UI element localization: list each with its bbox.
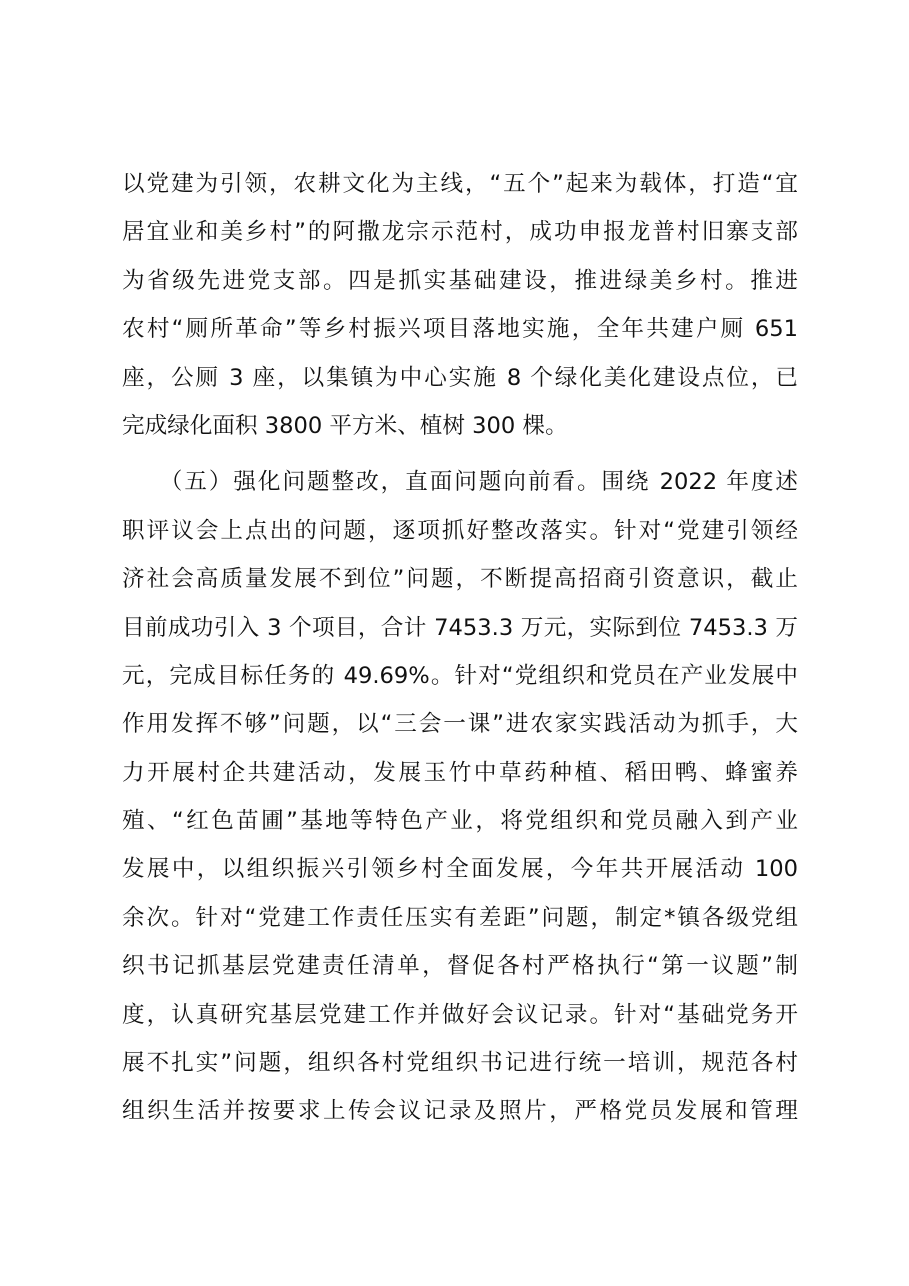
text-line: 座，公厕 3 座，以集镇为中心实施 8 个绿化美化建设点位，已 [122,364,798,391]
text-line: 组织生活并按要求上传会议记录及照片，严格党员发展和管理 [122,1098,798,1125]
text-line: 居宜业和美乡村”的阿撒龙宗示范村，成功申报龙普村旧寨支部 [122,219,798,246]
paragraph-2 [122,458,798,1135]
text-line: 织书记抓基层党建责任清单，督促各村严格执行“第一议题”制 [122,953,798,980]
text-line: 完成绿化面积 3800 平方米、植树 300 棵。 [122,412,568,439]
paragraph-1 [122,160,798,450]
text-line: 度，认真研究基层党建工作并做好会议记录。针对“基础党务开 [122,1001,798,1028]
text-line: 农村“厕所革命”等乡村振兴项目落地实施，全年共建户厕 651 [122,316,798,343]
text-line: 元，完成目标任务的 49.69%。针对“党组织和党员在产业发展中 [122,662,798,689]
text-line: 目前成功引入 3 个项目，合计 7453.3 万元，实际到位 7453.3 万 [122,614,798,641]
text-line: （五）强化问题整改，直面问题向前看。围绕 2022 年度述 [122,469,798,496]
text-line: 作用发挥不够”问题，以“三会一课”进农家实践活动为抓手，大 [122,711,798,738]
text-line: 力开展村企共建活动，发展玉竹中草药种植、稻田鸭、蜂蜜养 [122,759,798,786]
text-line: 殖、“红色苗圃”基地等特色产业，将党组织和党员融入到产业 [122,808,798,835]
paragraph-spacer [122,450,798,458]
text-line: 为省级先进党支部。四是抓实基础建设，推进绿美乡村。推进 [122,267,798,294]
text-line: 展不扎实”问题，组织各村党组织书记进行统一培训，规范各村 [122,1050,798,1077]
text-line: 发展中，以组织振兴引领乡村全面发展，今年共开展活动 100 [122,856,798,883]
body-text [122,160,798,1136]
text-line: 余次。针对“党建工作责任压实有差距”问题，制定*镇各级党组 [122,904,798,931]
text-line: 济社会高质量发展不到位”问题，不断提高招商引资意识，截止 [122,566,798,593]
text-line: 以党建为引领，农耕文化为主线，“五个”起来为载体，打造“宜 [122,171,798,197]
text-line: 职评议会上点出的问题，逐项抓好整改落实。针对“党建引领经 [122,517,798,544]
